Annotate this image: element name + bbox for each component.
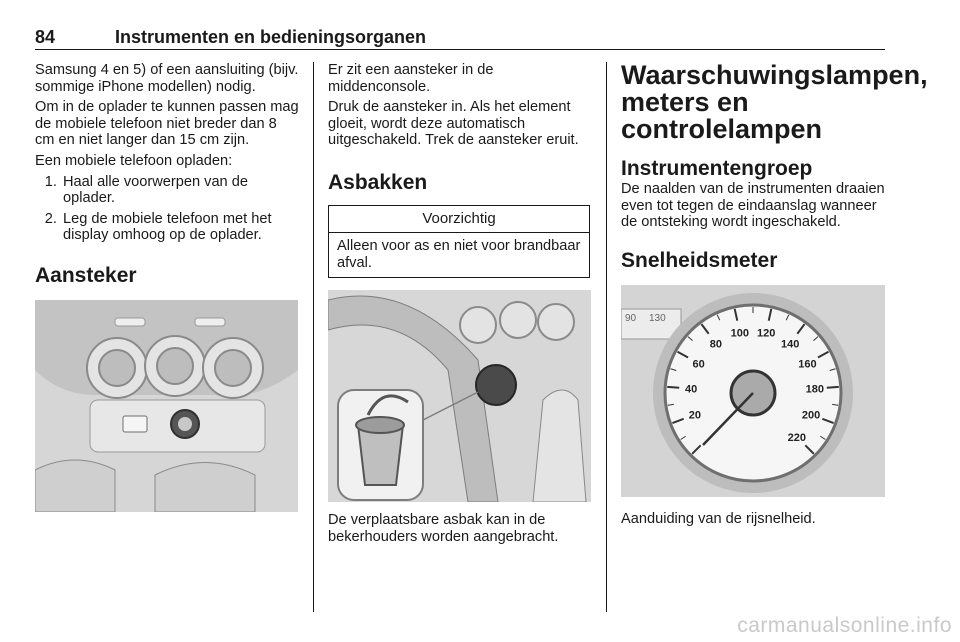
dial-label: 80	[709, 338, 722, 351]
list-item: 2. Leg de mobiele telefoon met het display omhoog op de oplader.	[61, 211, 300, 244]
steps-list	[35, 174, 300, 244]
dial-label: 140	[780, 338, 800, 351]
top-label: 90	[625, 312, 637, 324]
dial-tick	[667, 387, 679, 388]
paragraph: Samsung 4 en 5) of een aansluiting (bijv. sommige iPhone modellen) nodig.	[35, 62, 299, 95]
caution-text: Alleen voor as en niet voor brandbaar afval.	[337, 237, 581, 271]
dial-label: 60	[692, 358, 705, 371]
section-heading-asbakken: Asbakken	[328, 170, 428, 194]
dial-tick	[827, 387, 839, 388]
paragraph: De naalden van de instrumenten draaien even tot tegen de eindaanslag wanneer de ontsteking wordt ingeschakeld.	[621, 181, 885, 231]
chapter-heading: Waarschuwingslampen, meters en controlelampen	[621, 60, 928, 144]
figure-caption: De verplaatsbare asbak kan in de bekerhouders worden aangebracht.	[328, 512, 559, 545]
column-3	[621, 60, 928, 531]
running-title: Instrumenten en bedieningsorganen	[115, 27, 427, 47]
ashtray-illustration	[328, 290, 591, 502]
page-number: 84	[35, 27, 56, 47]
list-item: 1. Haal alle voorwerpen van de oplader.	[61, 174, 300, 207]
column-divider	[313, 62, 314, 612]
section-heading-snelheidsmeter: Snelheidsmeter	[621, 248, 778, 272]
dial-label: 120	[756, 327, 776, 340]
column-2	[328, 62, 592, 549]
dial-label: 100	[730, 327, 750, 340]
speedometer-illustration	[621, 285, 885, 497]
top-label: 130	[649, 312, 666, 324]
dial-label: 200	[801, 409, 821, 422]
section-heading-instrumentengroep: Instrumentengroep	[621, 157, 813, 180]
section-heading-aansteker: Aansteker	[35, 263, 137, 287]
page-header	[35, 27, 885, 50]
dial-label: 40	[685, 383, 698, 396]
dial-label: 20	[688, 409, 702, 422]
paragraph: Een mobiele telefoon opladen:	[35, 152, 233, 169]
watermark: carmanualsonline.info	[737, 614, 952, 637]
paragraph: Druk de aansteker in. Als het element gloeit, wordt deze automatisch uitgeschakeld. Trek de aansteker eruit.	[328, 99, 579, 149]
caution-title: Voorzichtig	[329, 206, 589, 233]
paragraph: Er zit een aansteker in de middenconsole.	[328, 62, 494, 95]
column-divider	[606, 62, 607, 612]
cigarette-lighter-illustration	[35, 300, 298, 512]
paragraph: Om in de oplader te kunnen passen mag de mobiele telefoon niet breder dan 8 cm en niet langer dan 15 cm zijn.	[35, 99, 299, 149]
dial-label: 160	[798, 358, 817, 371]
dial-label: 220	[787, 431, 807, 444]
dial-label: 180	[805, 383, 825, 396]
caution-box	[328, 205, 590, 278]
column-1	[35, 62, 300, 512]
figure-caption: Aanduiding van de rijsnelheid.	[621, 510, 816, 527]
